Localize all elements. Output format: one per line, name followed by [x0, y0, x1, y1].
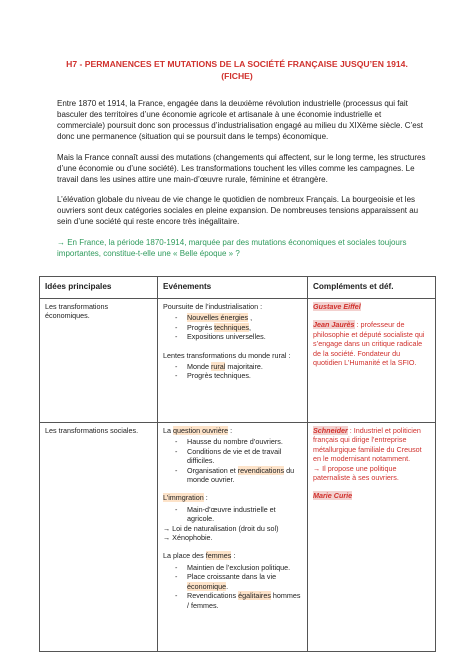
- text: Revendications: [187, 591, 239, 601]
- women-intro: [163, 551, 303, 560]
- schneider-arrow: → Il propose une politique paternaliste à ses ouvriers.: [313, 463, 399, 483]
- page-title: [40, 58, 434, 82]
- summary-table: [39, 276, 436, 652]
- intro-paragraph-3: L’élévation globale du niveau de vie change le quotidien de nombreux Français. La bourgeoisie et les ouvriers sont deux catégories sociales en pleine expansion. De nombreuses tensions apparaissent au sein d’une société qui reste encore très inégalitaire.: [57, 195, 419, 226]
- rural-intro: Lentes transformations du monde rural :: [163, 350, 291, 360]
- list-item: [187, 572, 303, 591]
- arrow-line: → Xénophobie.: [163, 533, 213, 543]
- list-item: [187, 323, 303, 332]
- list-item: - Conditions de vie et de travail difficiles.: [187, 447, 303, 466]
- highlight: Nouvelles énergies: [187, 313, 249, 323]
- table-row: [40, 423, 436, 652]
- list-item: [187, 313, 303, 322]
- intro-paragraph-2: Mais la France connaît aussi des mutations (changements qui affectent, sur le long terme, les structures d’une économie ou d’une société). Les transformations touchent les villes comme les campagnes. Le travail dans les usines attire une main-d’œuvre rurale, féminine et étrangère.: [57, 153, 426, 184]
- highlight: L’immgration: [163, 493, 204, 503]
- text: :: [203, 493, 208, 503]
- text: :: [231, 551, 236, 561]
- event-list: [163, 313, 303, 341]
- text: Monde: [187, 362, 211, 372]
- idea-text: Les transformations économiques.: [45, 302, 109, 321]
- header-ideas: Idées principales: [40, 277, 158, 299]
- highlight: femmes: [205, 551, 232, 561]
- schneider-name: Schneider: [313, 426, 348, 435]
- highlight: techniques: [214, 322, 249, 332]
- list-item: [187, 591, 303, 610]
- text: ,: [248, 313, 253, 323]
- header-complements: Compléments et déf.: [308, 277, 436, 299]
- highlight: égalitaires: [238, 591, 271, 601]
- idea-cell: [40, 299, 158, 423]
- highlight: rural: [210, 362, 226, 372]
- text: Organisation et: [187, 465, 238, 475]
- table-row: [40, 299, 436, 423]
- text: :: [228, 426, 233, 435]
- list-item: - Maintien de l’exclusion politique.: [187, 563, 303, 572]
- list-item: [187, 362, 303, 371]
- complements-cell: [308, 299, 436, 423]
- highlight: revendications: [237, 465, 285, 475]
- events-cell: [158, 299, 308, 423]
- list-item: [187, 466, 303, 485]
- highlight: question ouvrière: [173, 426, 229, 435]
- eiffel-name: Gustave Eiffel: [313, 302, 361, 311]
- event-list: [163, 505, 303, 524]
- list-item: - Hausse du nombre d’ouvriers.: [187, 437, 303, 446]
- events-cell: [158, 423, 308, 652]
- highlight: économique: [187, 581, 227, 591]
- title-line-1: H7 - PERMANENCES ET MUTATIONS DE LA SOCIÉTÉ FRANÇAISE JUSQU’EN 1914.: [66, 59, 408, 69]
- header-events: Evénements: [158, 277, 308, 299]
- jaures-note: [313, 320, 431, 367]
- jaures-text: : professeur de philosophie et député socialiste qui s’engage dans un critique radicale de la société. Fondateur du quotidien L’Humanité et la SFIO.: [313, 320, 425, 368]
- event-list: [163, 362, 303, 381]
- text: du monde ouvrier.: [187, 465, 295, 485]
- problematic-question: → En France, la période 1870-1914, marquée par des mutations économiques et sociales toujours importantes, constitue-t-elle une « Belle époque » ?: [57, 238, 407, 258]
- list-item: - Expositions universelles.: [187, 332, 303, 341]
- text: La place des: [163, 551, 206, 561]
- list-item: - Progrès techniques.: [187, 371, 303, 380]
- list-item: - Main-d’œuvre industrielle et agricole.: [187, 505, 303, 524]
- arrow-line: → Loi de naturalisation (droit du sol): [163, 523, 279, 533]
- text: ,: [248, 322, 251, 332]
- title-line-2: (FICHE): [221, 71, 253, 81]
- text: majoritaire.: [225, 362, 263, 372]
- worker-question-intro: [163, 426, 303, 435]
- text: La: [163, 426, 173, 435]
- event-list: [163, 563, 303, 610]
- immigration-intro: [163, 493, 303, 502]
- idea-text: Les transformations sociales.: [45, 426, 139, 435]
- text: Place croissante dans la vie: [187, 572, 277, 582]
- text: .: [226, 581, 229, 591]
- event-list: [163, 437, 303, 484]
- curie-name: Marie Curie: [313, 491, 353, 501]
- complements-cell: [308, 423, 436, 652]
- table-header-row: [40, 277, 436, 299]
- schneider-note: [313, 426, 431, 464]
- intro-paragraph-1: Entre 1870 et 1914, la France, engagée dans la deuxième révolution industrielle (processus qui fait basculer des territoires d’une économie agricole et artisanale à une économie industrielle et commerciale) poursuit donc son processus d’industrialisation engagé au milieu du XIXème siècle. C’est donc une permanence (situation qui se poursuit dans le temps) économique.: [57, 99, 423, 141]
- events-intro: Poursuite de l’industrialisation :: [163, 302, 263, 311]
- jaures-name: Jean Jaurès: [313, 320, 355, 330]
- text: Progrès: [187, 322, 215, 332]
- idea-cell: [40, 423, 158, 652]
- text: hommes / femmes.: [187, 591, 301, 610]
- schneider-text: : Industriel et politicien français qui dirige l’entreprise métallurgique familiale du Creusot en le modernisant notamment.: [313, 426, 422, 464]
